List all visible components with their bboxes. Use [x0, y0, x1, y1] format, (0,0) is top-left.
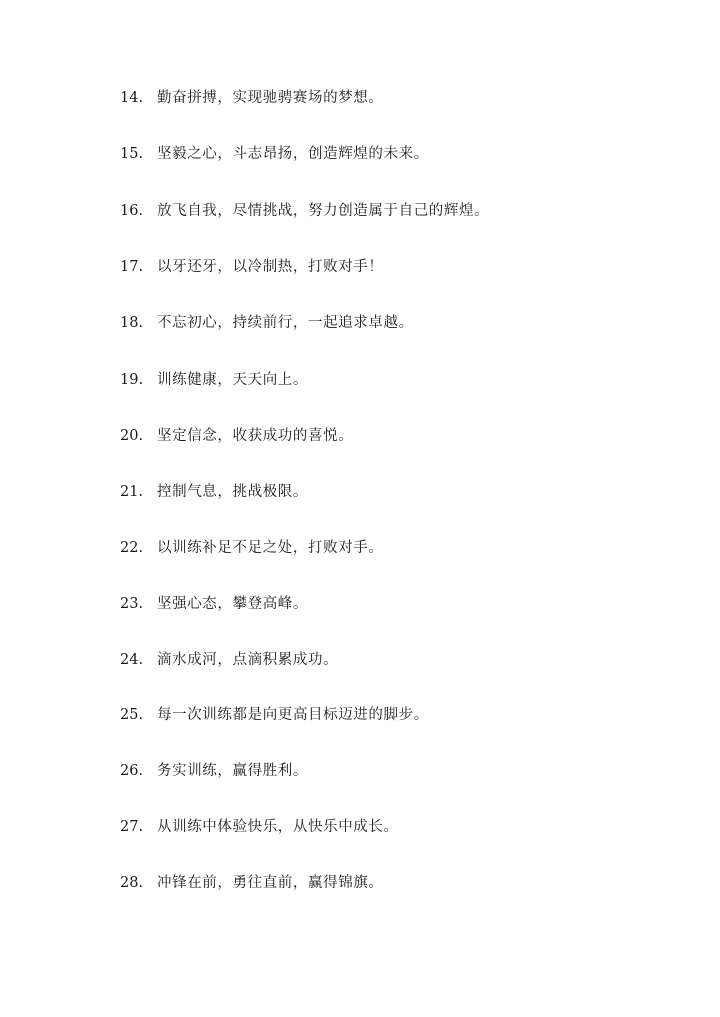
item-text: 坚毅之心，斗志昂扬，创造辉煌的未来。 [157, 146, 429, 162]
item-number: 24. [120, 652, 144, 668]
list-item [120, 313, 414, 333]
item-number: 26. [120, 763, 144, 779]
item-number: 21. [120, 484, 144, 500]
list-item [120, 817, 399, 837]
list-item [120, 201, 489, 221]
item-text: 冲锋在前，勇往直前，赢得锦旗。 [157, 875, 384, 891]
item-text: 坚强心态，攀登高峰。 [157, 596, 308, 612]
item-text: 每一次训练都是向更高目标迈进的脚步。 [157, 707, 429, 723]
list-item [120, 482, 308, 502]
item-number: 16. [120, 203, 144, 219]
item-text: 放飞自我，尽情挑战，努力创造属于自己的辉煌。 [157, 203, 490, 219]
list-item [120, 88, 384, 108]
list-item [120, 650, 338, 670]
list-item [120, 594, 308, 614]
item-text: 滴水成河，点滴积累成功。 [157, 652, 339, 668]
item-text: 勤奋拼搏，实现驰骋赛场的梦想。 [157, 90, 384, 106]
item-number: 17. [120, 259, 144, 275]
item-number: 19. [120, 372, 144, 388]
item-text: 坚定信念，收获成功的喜悦。 [157, 428, 354, 444]
item-number: 22. [120, 540, 144, 556]
item-text: 不忘初心，持续前行，一起追求卓越。 [157, 315, 414, 331]
list-item [120, 426, 353, 446]
item-number: 18. [120, 315, 144, 331]
item-text: 控制气息，挑战极限。 [157, 484, 308, 500]
list-item [120, 370, 308, 390]
item-number: 28. [120, 875, 144, 891]
item-text: 从训练中体验快乐，从快乐中成长。 [157, 819, 399, 835]
item-number: 23. [120, 596, 144, 612]
list-item [120, 257, 384, 277]
item-number: 20. [120, 428, 144, 444]
list-item [120, 761, 308, 781]
item-text: 务实训练，赢得胜利。 [157, 763, 308, 779]
item-number: 14. [120, 90, 144, 106]
list-item [120, 705, 429, 725]
list-item [120, 144, 429, 164]
list-item [120, 538, 384, 558]
item-number: 25. [120, 707, 144, 723]
list-item [120, 873, 384, 893]
item-text: 训练健康，天天向上。 [157, 372, 308, 388]
item-text: 以训练补足不足之处，打败对手。 [157, 540, 384, 556]
item-text: 以牙还牙，以冷制热，打败对手！ [157, 259, 384, 275]
item-number: 15. [120, 146, 144, 162]
item-number: 27. [120, 819, 144, 835]
